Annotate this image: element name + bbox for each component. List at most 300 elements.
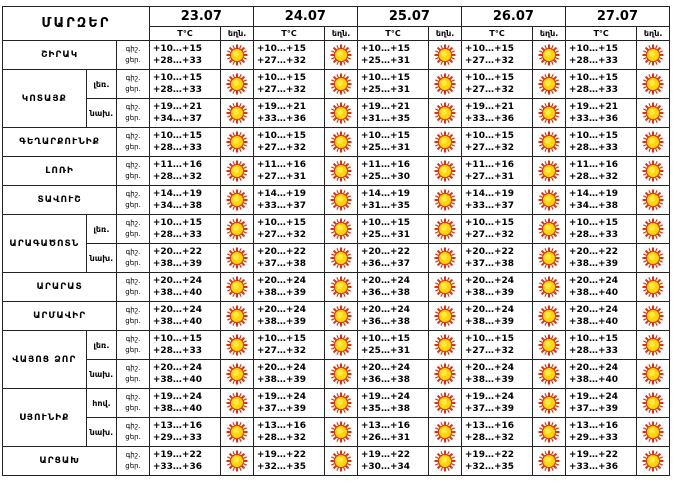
day-temperature: +35…+38 [360, 404, 411, 414]
night-temperature: +19…+24 [464, 392, 515, 402]
table-row [3, 186, 670, 215]
temperature-cell [357, 128, 428, 157]
sun-icon [642, 421, 664, 443]
sun-icon [330, 160, 352, 182]
region-name: ԼՈՌԻ [3, 157, 117, 186]
sun-icon [434, 450, 456, 472]
day-temperature: +28…+33 [568, 143, 619, 153]
day-temperature: +38…+39 [464, 317, 515, 327]
temperature-cell [461, 389, 532, 418]
day-temperature: +28…+32 [568, 172, 619, 182]
night-temperature: +10…+15 [464, 44, 515, 54]
weather-icon-cell [325, 331, 358, 360]
sun-icon [642, 450, 664, 472]
sun-icon [330, 305, 352, 327]
temperature-cell [565, 128, 636, 157]
sun-icon [642, 189, 664, 211]
table-row [3, 41, 670, 70]
day-temperature: +34…+38 [568, 201, 619, 211]
sun-icon [538, 218, 560, 240]
temperature-cell [357, 447, 428, 476]
temperature-cell [149, 273, 220, 302]
temperature-cell [461, 70, 532, 99]
sun-icon [538, 44, 560, 66]
weather-icon-cell [533, 244, 566, 273]
day-temperature: +28…+32 [464, 433, 515, 443]
time-of-day-labels [117, 360, 150, 389]
day-label: ցեր. [125, 317, 141, 325]
temperature-cell [565, 360, 636, 389]
table-row [3, 273, 670, 302]
day-temperature: +36…+38 [360, 288, 411, 298]
day-temperature: +29…+33 [152, 433, 202, 443]
day-temperature: +34…+38 [152, 201, 202, 211]
region-name: ԱՐԱԳԱԾՈՏՆ [3, 215, 87, 273]
sun-icon [330, 131, 352, 153]
time-of-day-labels [117, 157, 150, 186]
night-temperature: +20…+22 [360, 247, 411, 257]
time-of-day-labels [117, 99, 150, 128]
day-label: ցեր. [125, 433, 141, 441]
day-temperature: +27…+32 [464, 143, 515, 153]
weather-icon-cell [221, 70, 254, 99]
temperature-cell [149, 244, 220, 273]
sun-icon [330, 363, 352, 385]
sun-icon [434, 247, 456, 269]
night-label: գիշ. [125, 45, 141, 53]
day-label: ցեր. [125, 172, 141, 180]
night-label: գիշ. [125, 74, 141, 82]
temperature-cell [461, 360, 532, 389]
sun-icon [226, 73, 248, 95]
day-temperature: +28…+33 [152, 230, 202, 240]
sun-icon [538, 102, 560, 124]
temp-column-header: T°C [253, 27, 324, 41]
time-of-day-labels [117, 128, 150, 157]
temperature-cell [357, 418, 428, 447]
weather-icon-cell [637, 447, 670, 476]
weather-icon-cell [325, 302, 358, 331]
day-temperature: +38…+39 [464, 375, 515, 385]
day-temperature: +33…+37 [464, 201, 515, 211]
night-temperature: +10…+15 [256, 218, 306, 228]
sun-icon [434, 334, 456, 356]
night-temperature: +20…+24 [464, 363, 515, 373]
temperature-cell [149, 360, 220, 389]
subregion-label: նախ. [86, 360, 117, 389]
weather-icon-cell [325, 244, 358, 273]
night-temperature: +19…+22 [568, 450, 619, 460]
night-temperature: +20…+24 [464, 276, 515, 286]
night-temperature: +10…+15 [360, 44, 411, 54]
sun-icon [538, 73, 560, 95]
night-temperature: +20…+24 [568, 305, 619, 315]
sun-icon [330, 102, 352, 124]
day-temperature: +33…+36 [152, 462, 202, 472]
day-temperature: +27…+32 [464, 56, 515, 66]
night-temperature: +14…+19 [256, 189, 306, 199]
sun-icon [538, 450, 560, 472]
temperature-cell [565, 418, 636, 447]
sun-icon [434, 131, 456, 153]
temperature-cell [149, 128, 220, 157]
sun-icon [226, 334, 248, 356]
night-temperature: +19…+21 [464, 102, 515, 112]
day-temperature: +33…+36 [568, 114, 619, 124]
day-label: ցեր. [125, 201, 141, 209]
temperature-cell [149, 99, 220, 128]
sun-icon [642, 44, 664, 66]
night-temperature: +20…+24 [152, 305, 202, 315]
temperature-cell [253, 418, 324, 447]
sun-icon [642, 131, 664, 153]
weather-icon-cell [429, 157, 462, 186]
day-temperature: +31…+35 [360, 114, 411, 124]
day-temperature: +38…+40 [568, 375, 619, 385]
night-temperature: +10…+15 [256, 334, 306, 344]
region-name: ԿՈՏԱՅՔ [3, 70, 87, 128]
day-temperature: +28…+33 [568, 56, 619, 66]
temperature-cell [253, 41, 324, 70]
weather-column-header: եղն. [429, 27, 462, 41]
temperature-cell [253, 302, 324, 331]
weather-icon-cell [429, 360, 462, 389]
forecast-table [2, 6, 670, 476]
sun-icon [226, 131, 248, 153]
region-name: ԱՐՑԱԽ [3, 447, 117, 476]
table-row [3, 157, 670, 186]
night-temperature: +19…+22 [256, 450, 306, 460]
night-temperature: +14…+19 [464, 189, 515, 199]
sun-icon [434, 276, 456, 298]
sun-icon [538, 392, 560, 414]
night-temperature: +19…+22 [360, 450, 411, 460]
temperature-cell [357, 302, 428, 331]
time-of-day-labels [117, 215, 150, 244]
weather-icon-cell [637, 99, 670, 128]
sun-icon [642, 218, 664, 240]
table-row [3, 447, 670, 476]
weather-icon-cell [637, 389, 670, 418]
day-temperature: +38…+39 [256, 375, 306, 385]
sun-icon [330, 73, 352, 95]
temperature-cell [461, 302, 532, 331]
sun-icon [538, 131, 560, 153]
sun-icon [538, 189, 560, 211]
day-temperature: +25…+31 [360, 56, 411, 66]
temperature-cell [253, 389, 324, 418]
time-of-day-labels [117, 418, 150, 447]
night-temperature: +20…+24 [360, 363, 411, 373]
weather-icon-cell [221, 331, 254, 360]
table-row [3, 99, 670, 128]
day-temperature: +38…+39 [152, 259, 202, 269]
day-label: ցեր. [125, 56, 141, 64]
weather-icon-cell [429, 244, 462, 273]
day-temperature: +34…+37 [152, 114, 202, 124]
weather-icon-cell [325, 99, 358, 128]
temperature-cell [565, 186, 636, 215]
table-row [3, 128, 670, 157]
table-row [3, 418, 670, 447]
day-temperature: +38…+40 [152, 288, 202, 298]
time-of-day-labels [117, 273, 150, 302]
night-temperature: +20…+24 [360, 276, 411, 286]
temp-column-header: T°C [149, 27, 220, 41]
night-label: գիշ. [125, 190, 141, 198]
night-temperature: +10…+15 [152, 44, 202, 54]
temperature-cell [357, 70, 428, 99]
sun-icon [226, 392, 248, 414]
temperature-cell [565, 273, 636, 302]
weather-icon-cell [325, 389, 358, 418]
day-temperature: +32…+35 [464, 462, 515, 472]
temperature-cell [253, 360, 324, 389]
day-temperature: +37…+39 [464, 404, 515, 414]
day-label: ցեր. [125, 85, 141, 93]
subregion-label: լեռ. [86, 70, 117, 99]
day-temperature: +31…+35 [360, 201, 411, 211]
weather-column-header: եղն. [533, 27, 566, 41]
day-temperature: +29…+33 [568, 433, 619, 443]
day-temperature: +36…+38 [360, 317, 411, 327]
day-temperature: +28…+33 [568, 230, 619, 240]
weather-icon-cell [429, 41, 462, 70]
time-of-day-labels [117, 389, 150, 418]
weather-icon-cell [221, 41, 254, 70]
region-name: ՎԱՅՈՑ ՁՈՐ [3, 331, 87, 389]
night-temperature: +14…+19 [360, 189, 411, 199]
day-temperature: +25…+31 [360, 230, 411, 240]
weather-icon-cell [533, 360, 566, 389]
day-temperature: +25…+31 [360, 85, 411, 95]
day-temperature: +38…+40 [568, 317, 619, 327]
weather-icon-cell [637, 418, 670, 447]
sun-icon [538, 276, 560, 298]
sun-icon [226, 421, 248, 443]
sun-icon [226, 160, 248, 182]
sun-icon [642, 73, 664, 95]
weather-icon-cell [429, 389, 462, 418]
night-temperature: +20…+24 [152, 276, 202, 286]
sun-icon [642, 102, 664, 124]
temp-column-header: T°C [357, 27, 428, 41]
time-of-day-labels [117, 331, 150, 360]
weather-icon-cell [533, 99, 566, 128]
sun-icon [226, 44, 248, 66]
weather-icon-cell [325, 273, 358, 302]
day-temperature: +38…+40 [152, 375, 202, 385]
sun-icon [226, 450, 248, 472]
temperature-cell [253, 273, 324, 302]
temperature-cell [253, 447, 324, 476]
time-of-day-labels [117, 447, 150, 476]
day-temperature: +28…+33 [568, 85, 619, 95]
temperature-cell [565, 157, 636, 186]
weather-icon-cell [429, 331, 462, 360]
day-temperature: +27…+32 [256, 85, 306, 95]
sun-icon [434, 363, 456, 385]
temperature-cell [149, 331, 220, 360]
subregion-label: լեռ. [86, 331, 117, 360]
sun-icon [330, 450, 352, 472]
day-temperature: +36…+38 [360, 375, 411, 385]
temperature-cell [253, 157, 324, 186]
day-temperature: +33…+36 [256, 114, 306, 124]
day-temperature: +38…+39 [256, 288, 306, 298]
night-temperature: +10…+15 [152, 218, 202, 228]
sun-icon [226, 363, 248, 385]
temperature-cell [357, 273, 428, 302]
weather-icon-cell [325, 447, 358, 476]
night-temperature: +19…+22 [152, 450, 202, 460]
sun-icon [642, 334, 664, 356]
weather-column-header: եղն. [325, 27, 358, 41]
weather-icon-cell [429, 302, 462, 331]
weather-icon-cell [325, 215, 358, 244]
weather-icon-cell [429, 447, 462, 476]
weather-icon-cell [637, 128, 670, 157]
weather-icon-cell [429, 99, 462, 128]
weather-icon-cell [221, 302, 254, 331]
time-of-day-labels [117, 186, 150, 215]
night-temperature: +20…+22 [152, 247, 202, 257]
weather-icon-cell [221, 99, 254, 128]
day-temperature: +27…+32 [256, 56, 306, 66]
day-label: ցեր. [125, 114, 141, 122]
temperature-cell [357, 41, 428, 70]
sun-icon [330, 276, 352, 298]
temperature-cell [357, 215, 428, 244]
night-temperature: +10…+15 [360, 131, 411, 141]
day-label: ցեր. [125, 143, 141, 151]
night-label: գիշ. [125, 306, 141, 314]
sun-icon [434, 189, 456, 211]
night-temperature: +20…+24 [360, 305, 411, 315]
night-temperature: +10…+15 [152, 73, 202, 83]
weather-icon-cell [429, 273, 462, 302]
day-temperature: +36…+37 [360, 259, 411, 269]
night-temperature: +19…+24 [152, 392, 202, 402]
weather-icon-cell [325, 70, 358, 99]
night-label: գիշ. [125, 248, 141, 256]
temperature-cell [565, 70, 636, 99]
sun-icon [226, 305, 248, 327]
night-label: գիշ. [125, 451, 141, 459]
day-label: ցեր. [125, 259, 141, 267]
day-label: ցեր. [125, 404, 141, 412]
table-row [3, 244, 670, 273]
sun-icon [538, 421, 560, 443]
weather-icon-cell [221, 389, 254, 418]
sun-icon [642, 363, 664, 385]
table-row [3, 215, 670, 244]
day-temperature: +27…+32 [256, 143, 306, 153]
night-temperature: +10…+15 [360, 73, 411, 83]
sun-icon [538, 160, 560, 182]
temperature-cell [253, 99, 324, 128]
weather-icon-cell [429, 418, 462, 447]
weather-icon-cell [221, 157, 254, 186]
sun-icon [538, 305, 560, 327]
temperature-cell [149, 389, 220, 418]
night-temperature: +20…+24 [568, 363, 619, 373]
weather-icon-cell [221, 128, 254, 157]
sun-icon [330, 44, 352, 66]
weather-icon-cell [221, 447, 254, 476]
night-temperature: +10…+15 [464, 334, 515, 344]
night-temperature: +19…+24 [568, 392, 619, 402]
night-temperature: +11…+16 [360, 160, 411, 170]
weather-icon-cell [637, 302, 670, 331]
sun-icon [642, 247, 664, 269]
sun-icon [434, 421, 456, 443]
night-temperature: +19…+24 [360, 392, 411, 402]
night-temperature: +10…+15 [568, 44, 619, 54]
weather-icon-cell [429, 128, 462, 157]
weather-icon-cell [221, 418, 254, 447]
temperature-cell [461, 186, 532, 215]
weather-icon-cell [533, 41, 566, 70]
sun-icon [226, 102, 248, 124]
weather-icon-cell [221, 244, 254, 273]
night-label: գիշ. [125, 364, 141, 372]
region-column-header: ՄԱՐԶԵՐ [3, 7, 150, 41]
temp-column-header: T°C [461, 27, 532, 41]
night-temperature: +10…+15 [464, 131, 515, 141]
temperature-cell [149, 418, 220, 447]
day-temperature: +30…+34 [360, 462, 411, 472]
night-temperature: +20…+24 [256, 363, 306, 373]
sun-icon [538, 247, 560, 269]
weather-icon-cell [637, 215, 670, 244]
region-name: ՏԱՎՈՒՇ [3, 186, 117, 215]
weather-column-header: եղն. [221, 27, 254, 41]
day-temperature: +33…+37 [256, 201, 306, 211]
day-temperature: +27…+31 [464, 172, 515, 182]
temperature-cell [565, 244, 636, 273]
sun-icon [330, 247, 352, 269]
weather-icon-cell [429, 70, 462, 99]
day-temperature: +37…+39 [568, 404, 619, 414]
sun-icon [434, 305, 456, 327]
temperature-cell [461, 157, 532, 186]
night-label: գիշ. [125, 335, 141, 343]
day-temperature: +37…+38 [464, 259, 515, 269]
temperature-cell [461, 99, 532, 128]
weather-icon-cell [533, 331, 566, 360]
night-temperature: +11…+16 [568, 160, 619, 170]
temperature-cell [357, 244, 428, 273]
region-name: ՇԻՐԱԿ [3, 41, 117, 70]
temperature-cell [565, 447, 636, 476]
sun-icon [330, 334, 352, 356]
night-temperature: +19…+22 [464, 450, 515, 460]
subregion-label: լեռ. [86, 215, 117, 244]
temperature-cell [149, 157, 220, 186]
temperature-cell [461, 215, 532, 244]
day-temperature: +25…+30 [360, 172, 411, 182]
temperature-cell [565, 99, 636, 128]
sun-icon [538, 334, 560, 356]
night-temperature: +10…+15 [152, 334, 202, 344]
temperature-cell [149, 215, 220, 244]
night-temperature: +11…+16 [152, 160, 202, 170]
night-temperature: +10…+15 [464, 218, 515, 228]
weather-icon-cell [325, 128, 358, 157]
weather-icon-cell [325, 186, 358, 215]
weather-icon-cell [533, 302, 566, 331]
